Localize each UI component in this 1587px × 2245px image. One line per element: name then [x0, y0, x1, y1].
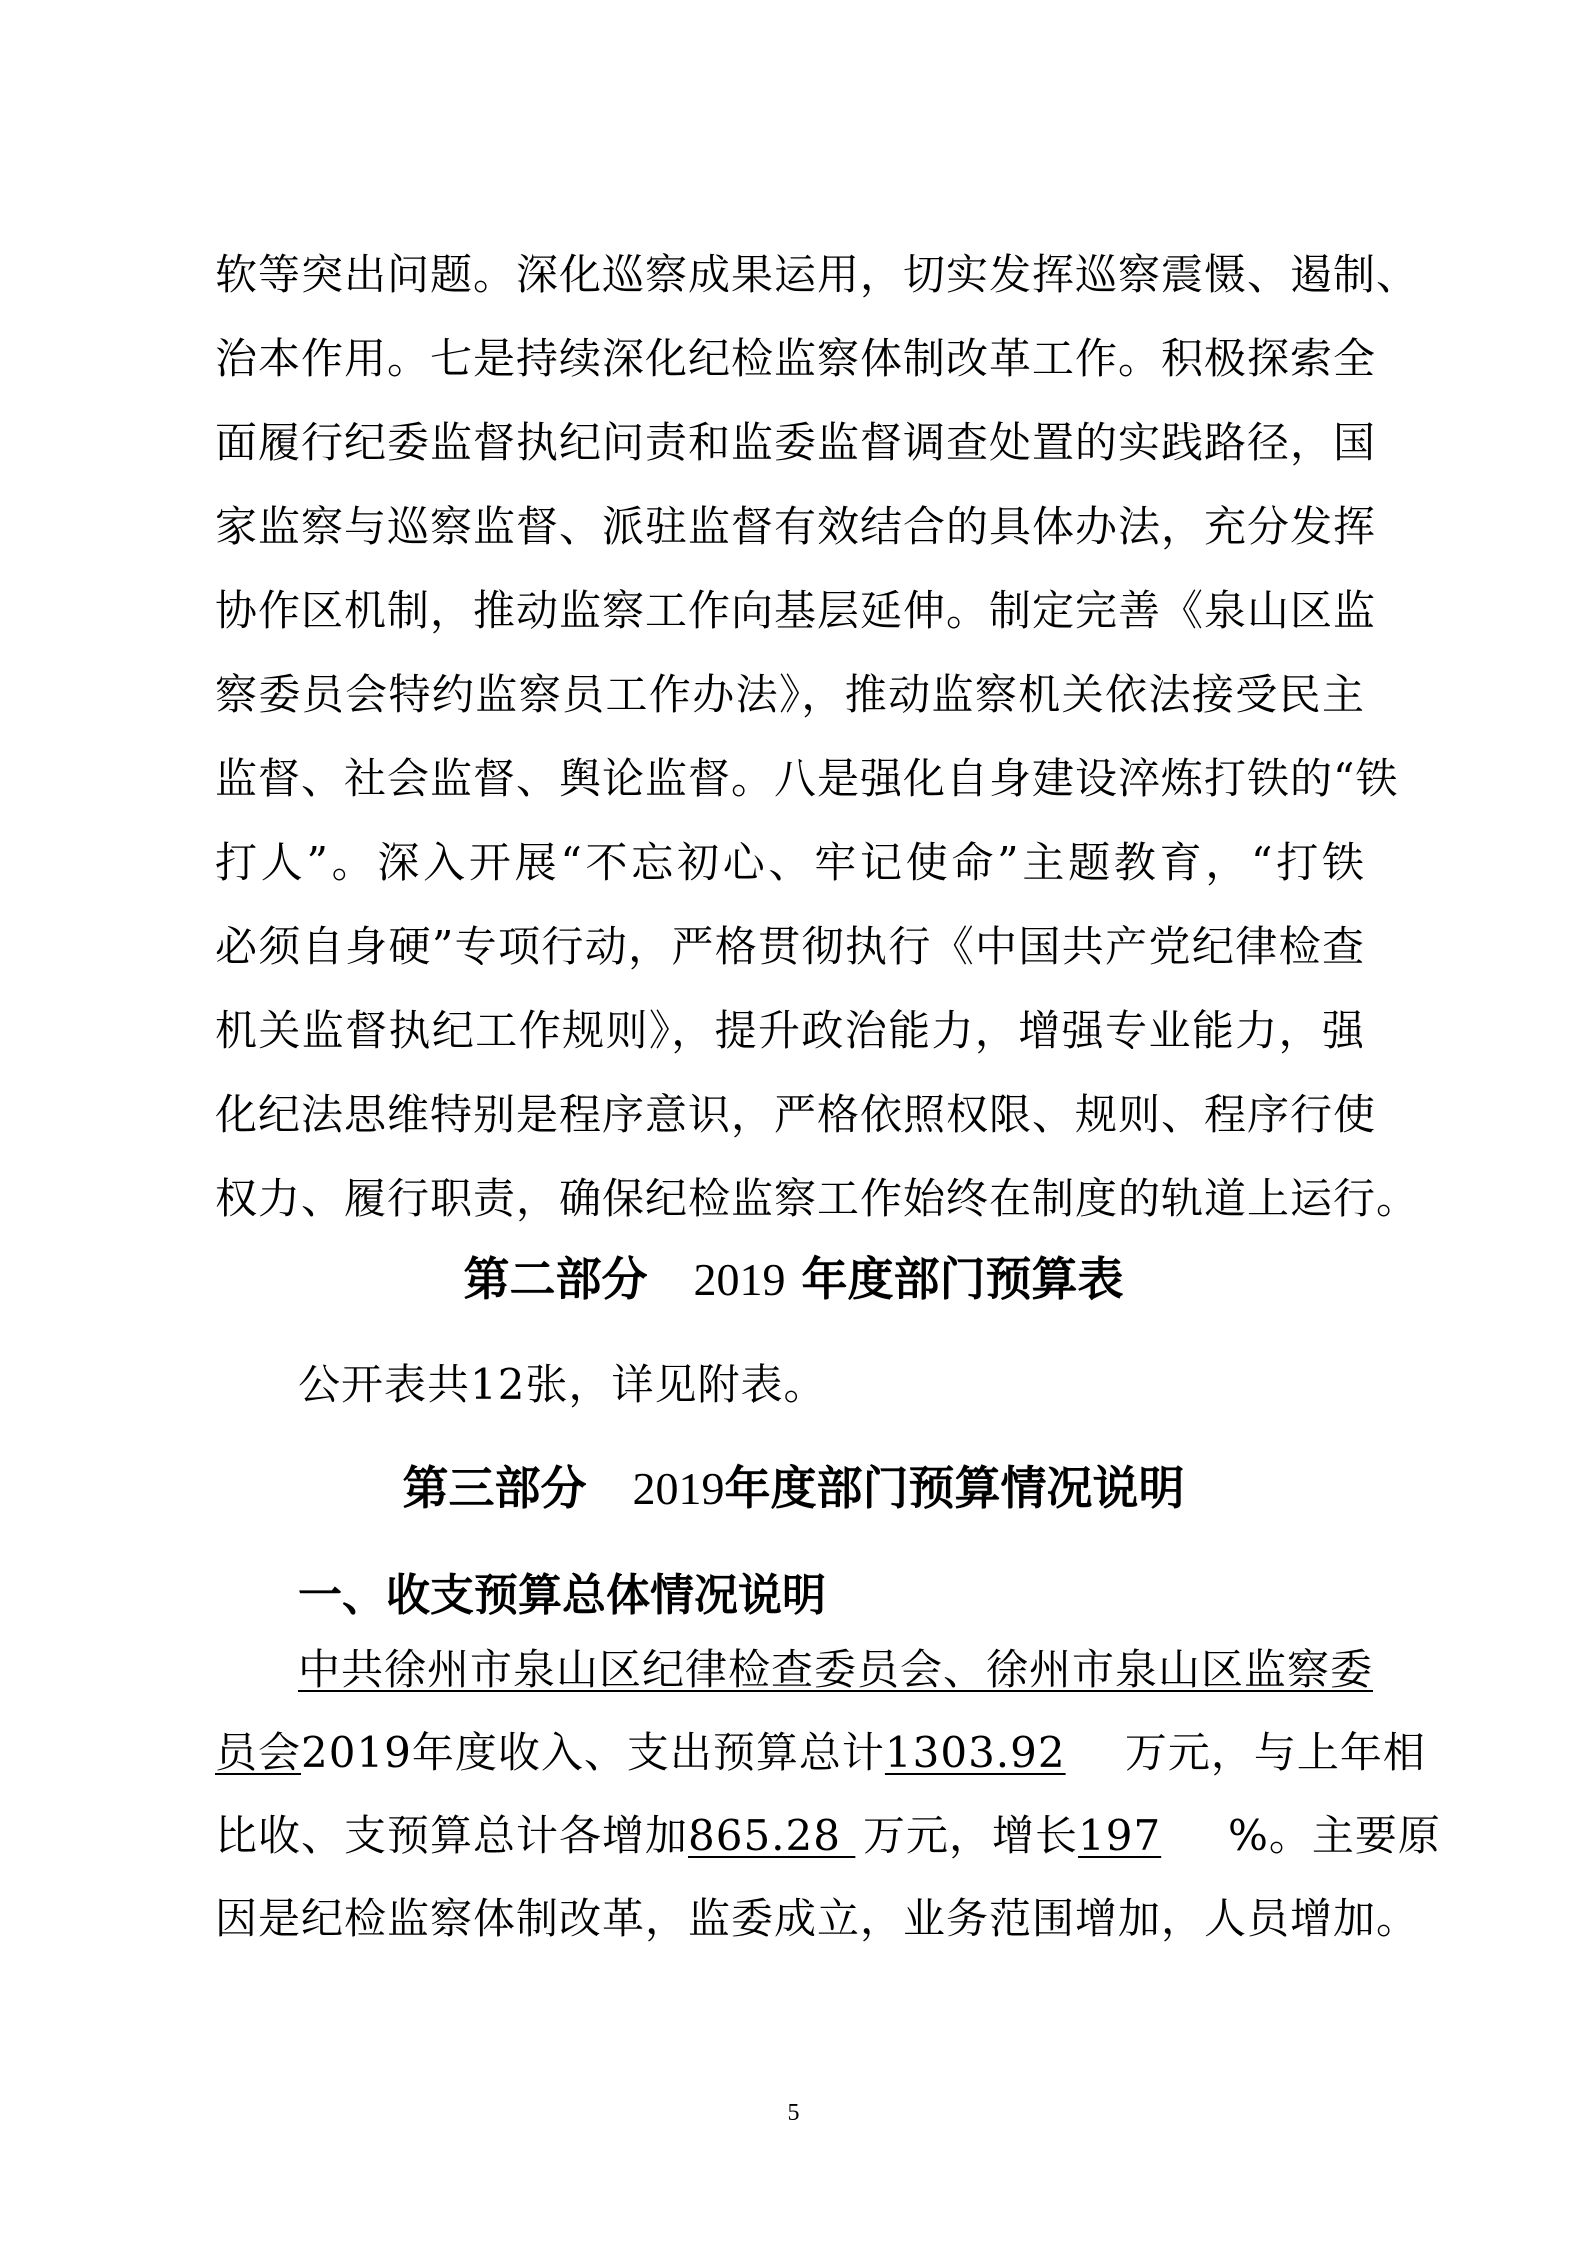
- body-line: 察委员会特约监察员工作办法》，推动监察机关依法接受民主: [215, 670, 1365, 719]
- body-line: 治本作用。七是持续深化纪检监察体制改革工作。积极探索全: [215, 334, 1377, 383]
- section1-line-1: [298, 1640, 1374, 1700]
- increase-text: 比收、支预算总计各增加: [215, 1811, 689, 1860]
- budget-total-tail: 万元，与上年相: [1124, 1728, 1426, 1777]
- part2-heading: [0, 1247, 1587, 1311]
- growth-text: 万元，增长: [862, 1811, 1078, 1860]
- part3-year: 2019: [632, 1463, 725, 1514]
- page-number: 5: [787, 2100, 800, 2126]
- increase-value: 865.28: [688, 1811, 841, 1860]
- body-line: 化纪法思维特别是程序意识，严格依照权限、规则、程序行使: [215, 1090, 1377, 1139]
- body-line: 家监察与巡察监督、派驻监督有效结合的具体办法，充分发挥: [215, 502, 1377, 551]
- budget-total-value: 1303.92: [884, 1728, 1066, 1777]
- body-line: 权力、履行职责，确保纪检监察工作始终在制度的轨道上运行。: [215, 1174, 1420, 1223]
- part2-year: 2019: [693, 1254, 786, 1305]
- section1-line-2: [215, 1723, 1426, 1783]
- growth-value: 197: [1078, 1811, 1162, 1860]
- part2-suffix: 年度部门预算表: [801, 1252, 1124, 1306]
- part2-prefix: 第二部分: [463, 1252, 648, 1306]
- body-line: 必须自身硬”专项行动，严格贯彻执行《中国共产党纪律检查: [215, 922, 1365, 971]
- growth-tail: %。主要原: [1228, 1811, 1441, 1860]
- body-line: 协作区机制，推动监察工作向基层延伸。制定完善《泉山区监: [215, 586, 1377, 635]
- part3-suffix: 年度部门预算情况说明: [724, 1461, 1185, 1515]
- part3-heading: [0, 1456, 1587, 1520]
- body-line: 监督、社会监督、舆论监督。八是强化自身建设淬炼打铁的“铁: [215, 754, 1399, 803]
- org-name-part1: 中共徐州市泉山区纪律检查委员会、徐州市泉山区监察委: [298, 1645, 1374, 1694]
- body-line: 打人”。深入开展“不忘初心、牢记使命”主题教育，“打铁: [215, 838, 1365, 887]
- section1-heading: 一、收支预算总体情况说明: [298, 1570, 826, 1621]
- body-line: 面履行纪委监督执纪问责和监委监督调查处置的实践路径，国: [215, 418, 1377, 467]
- part3-prefix: 第三部分: [402, 1461, 587, 1515]
- part2-note: 公开表共12张，详见附表。: [298, 1360, 827, 1409]
- section1-line-4: 因是纪检监察体制改革，监委成立，业务范围增加，人员增加。: [215, 1894, 1420, 1943]
- budget-total-text: 2019年度收入、支出预算总计: [301, 1728, 885, 1777]
- body-line: 软等突出问题。深化巡察成果运用，切实发挥巡察震慑、遏制、: [215, 250, 1420, 299]
- org-name-part2: 员会: [215, 1728, 302, 1777]
- body-line: 机关监督执纪工作规则》，提升政治能力，增强专业能力，强: [215, 1006, 1365, 1055]
- section1-line-3: [215, 1806, 1441, 1866]
